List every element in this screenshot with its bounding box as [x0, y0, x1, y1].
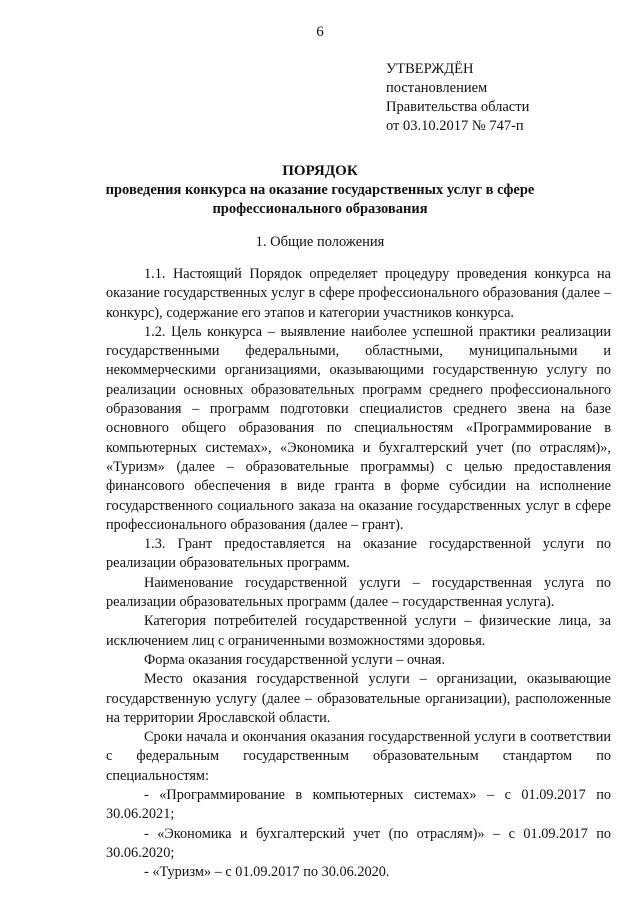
paragraph: Место оказания государственной услуги – организации, оказывающие государственную услугу (далее – образовательные организации), расположенные на территории Ярославской области. — [106, 671, 611, 726]
page-number: 6 — [316, 24, 324, 40]
list-item: - «Программирование в компьютерных системах» – с 01.09.2017 по 30.06.2021; — [106, 787, 611, 823]
list-item: - «Экономика и бухгалтерский учет (по отраслям)» – с 01.09.2017 по 30.06.2020; — [106, 825, 611, 861]
paragraph: Форма оказания государственной услуги – очная. — [144, 651, 446, 668]
approval-line: УТВЕРЖДЁН — [386, 61, 474, 77]
paragraph: 1.3. Грант предоставляется на оказание государственной услуги по реализации образовательных программ. — [106, 536, 611, 572]
approval-line: от 03.10.2017 № 747-п — [386, 118, 524, 134]
title-line: профессионального образования — [212, 201, 428, 217]
approval-stamp — [386, 60, 529, 136]
paragraph: 1.1. Настоящий Порядок определяет процедуру проведения конкурса на оказание государственных услуг в сфере профессионального образования (далее – конкурс), содержание его этапов и категории участников конкурса. — [106, 266, 611, 321]
title-line: проведения конкурса на оказание государственных услуг в сфере — [105, 182, 535, 198]
approval-line: Правительства области — [386, 99, 530, 115]
approval-line: постановлением — [386, 80, 488, 96]
paragraph: Наименование государственной услуги – государственная услуга по реализации образовательных программ (далее – государственная услуга). — [106, 574, 611, 611]
list-item: - «Туризм» – с 01.09.2017 по 30.06.2020. — [144, 864, 390, 881]
section-heading: 1. Общие положения — [255, 234, 385, 250]
document-title — [0, 162, 640, 219]
title-line: ПОРЯДОК — [282, 163, 358, 179]
paragraph: Категория потребителей государственной услуги – физические лица, за исключением лиц с ограниченными возможностями здоровья. — [106, 613, 611, 649]
paragraph: 1.2. Цель конкурса – выявление наиболее успешной практики реализации государственными федеральными, областными, муниципальными и некоммерческими организациями, оказывающими государственную услугу по реализации основных образовательных программ среднего профессионального образования – программ подготовки специалистов среднего звена на базе основного общего образования по специальностям «Программирование в компьютерных системах», «Экономика и бухгалтерский учет (по отраслям)», «Туризм» (далее – образовательные программы) с целью предоставления финансового обеспечения в виде гранта в форме субсидии на исполнение государственного социального заказа на оказание государственных услуг в сфере профессионального образования (далее – грант). — [106, 323, 611, 533]
paragraph: Сроки начала и окончания оказания государственной услуги в соответствии с федеральным государственным образовательным стандартом по специальностям: — [106, 729, 611, 784]
document-body — [106, 265, 611, 883]
